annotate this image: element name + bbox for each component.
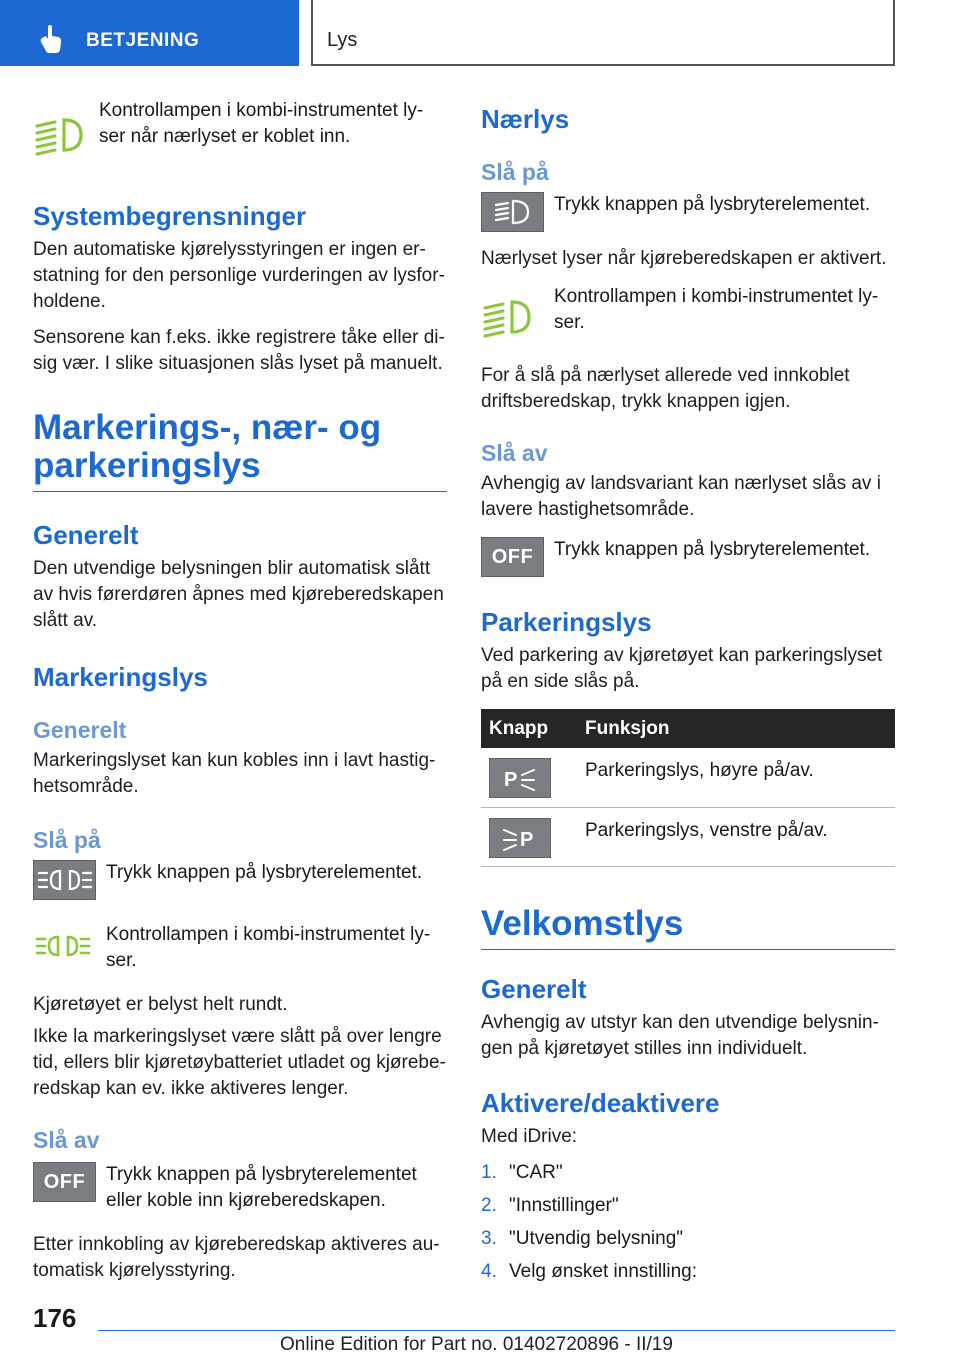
heading-parkeringslys: Parkeringslys xyxy=(481,607,652,637)
table-row xyxy=(481,807,895,866)
low-beam-icon xyxy=(493,196,533,228)
off-button-text-2: Trykk knappen på lysbryterelementet. xyxy=(554,539,871,560)
table-cell-function: Parkeringslys, høyre på/av. xyxy=(577,748,895,807)
heading-markeringslys-sla-pa: Slå på xyxy=(33,827,101,853)
naerlys-paragraph-2: For å slå på nærlyset allerede ved innkoblet driftsberedskap, trykk knappen igjen. xyxy=(481,365,850,412)
markeringslys-paragraph-3: Etter innkobling av kjøreberedskap aktiveres au-tomatisk kjørelysstyring. xyxy=(33,1234,440,1281)
low-beam-button[interactable] xyxy=(481,192,544,232)
heading-main-section: Markerings-, nær- og parkeringslys xyxy=(33,409,447,492)
parking-light-right-icon xyxy=(498,763,542,793)
svg-text:P: P xyxy=(520,828,534,851)
low-beam-indicator-icon xyxy=(33,98,97,163)
side-light-indicator-text: Kontrollampen i kombi-instrumentet ly-ser. xyxy=(106,924,431,971)
page-number: 176 xyxy=(33,1303,77,1333)
left-column xyxy=(33,98,447,1296)
low-beam-indicator-icon-2 xyxy=(481,284,545,345)
idrive-steps xyxy=(481,1160,895,1285)
off-button-row-2 xyxy=(481,537,895,577)
low-beam-indicator-text: Kontrollampen i kombi-instrumentet ly-ser når nærlyset er koblet inn. xyxy=(99,100,424,147)
page-header xyxy=(0,0,960,66)
heading-velkomstlys: Velkomstlys xyxy=(481,905,895,950)
hand-pointer-icon xyxy=(36,24,66,54)
heading-naerlys: Nærlys xyxy=(481,104,570,134)
page-title: Lys xyxy=(327,29,358,51)
parking-light-left-button[interactable] xyxy=(489,818,551,858)
velkomstlys-generelt-paragraph: Avhengig av utstyr kan den utvendige belysnin-gen på kjøretøyet stilles inn individuelt. xyxy=(481,1011,879,1059)
table-header-funksjon: Funksjon xyxy=(577,709,895,748)
list-item: 4. Velg ønsket innstilling: xyxy=(481,1260,697,1282)
svg-text:P: P xyxy=(504,769,518,791)
markeringslys-paragraph-2: Ikke la markeringslyset være slått på over lengre tid, ellers blir kjøretøybatteriet utladet og kjørebe-redskap kan ev. ikke aktiveres lenger. xyxy=(33,1026,446,1099)
naerlys-sla-av-paragraph: Avhengig av landsvariant kan nærlyset slås av i lavere hastighetsområde. xyxy=(481,473,881,520)
aktivere-intro: Med iDrive: xyxy=(481,1125,578,1147)
heading-velkomstlys-generelt: Generelt xyxy=(481,973,587,1004)
heading-systembegrensninger: Systembegrensninger xyxy=(33,201,307,231)
side-light-button-row xyxy=(33,860,447,900)
side-light-button[interactable] xyxy=(33,860,96,900)
table-row xyxy=(481,748,895,807)
off-button-row xyxy=(33,1162,447,1214)
naerlys-paragraph-1: Nærlyset lyser når kjøreberedskapen er aktivert. xyxy=(481,248,887,269)
low-beam-button-row xyxy=(481,192,895,232)
section-label: BETJENING xyxy=(86,30,200,51)
side-light-indicator-row xyxy=(33,922,447,974)
generelt-paragraph: Den utvendige belysningen blir automatisk slått av hvis førerdøren åpnes med kjøreberedskapen slått av. xyxy=(33,558,444,631)
table-header-row xyxy=(481,709,895,748)
edition-text: Online Edition for Part no. 01402720896 - II/19 xyxy=(280,1334,673,1355)
side-light-indicator-icon xyxy=(33,922,97,967)
heading-markeringslys-generelt: Generelt xyxy=(33,717,127,743)
list-item: 1. "CAR" xyxy=(481,1161,563,1183)
low-beam-indicator-row-2 xyxy=(481,284,895,345)
side-light-button-text: Trykk knappen på lysbryterelementet. xyxy=(106,862,423,883)
heading-markeringslys-sla-av: Slå av xyxy=(33,1127,100,1153)
page-footer xyxy=(0,1300,960,1362)
section-tab xyxy=(0,0,299,66)
sysbeg-paragraph-2: Sensorene kan f.eks. ikke registrere tåke eller di-sig vær. I slike situasjonen slås lyset på manuelt. xyxy=(33,327,445,374)
list-item: 2. "Innstillinger" xyxy=(481,1194,619,1216)
parking-light-table xyxy=(481,709,895,867)
page-title-tab xyxy=(311,0,895,66)
parking-light-right-button[interactable] xyxy=(489,758,551,798)
parkeringslys-paragraph: Ved parkering av kjøretøyet kan parkeringslyset på en side slås på. xyxy=(481,645,883,692)
off-button-text: Trykk knappen på lysbryterelementet eller koble inn kjøreberedskapen. xyxy=(106,1164,417,1211)
side-light-icon xyxy=(36,865,94,895)
heading-naerlys-sla-av: Slå av xyxy=(481,440,548,466)
heading-naerlys-sla-pa: Slå på xyxy=(481,159,549,185)
heading-markeringslys: Markeringslys xyxy=(33,662,208,692)
heading-generelt: Generelt xyxy=(33,520,139,550)
sysbeg-paragraph-1: Den automatiske kjørelysstyringen er ingen er-statning for den personlige vurderingen av lysfor-holdene. xyxy=(33,239,445,312)
heading-aktivere-deaktivere: Aktivere/deaktivere xyxy=(481,1087,720,1118)
list-item: 3. "Utvendig belysning" xyxy=(481,1227,684,1249)
off-button[interactable]: OFF xyxy=(33,1162,96,1202)
footer-divider xyxy=(98,1330,895,1331)
low-beam-button-text: Trykk knappen på lysbryterelementet. xyxy=(554,194,871,215)
right-column xyxy=(481,98,895,1292)
table-cell-function: Parkeringslys, venstre på/av. xyxy=(577,807,895,866)
table-header-knapp: Knapp xyxy=(481,709,577,748)
markeringslys-paragraph-1: Kjøretøyet er belyst helt rundt. xyxy=(33,994,288,1015)
parking-light-left-icon xyxy=(498,823,542,853)
off-button-2[interactable]: OFF xyxy=(481,537,544,577)
low-beam-indicator-text-2: Kontrollampen i kombi-instrumentet ly-ser. xyxy=(554,286,879,333)
low-beam-indicator-row xyxy=(33,98,447,163)
markeringslys-generelt-paragraph: Markeringslyset kan kun kobles inn i lavt hastig-hetsområde. xyxy=(33,750,436,797)
